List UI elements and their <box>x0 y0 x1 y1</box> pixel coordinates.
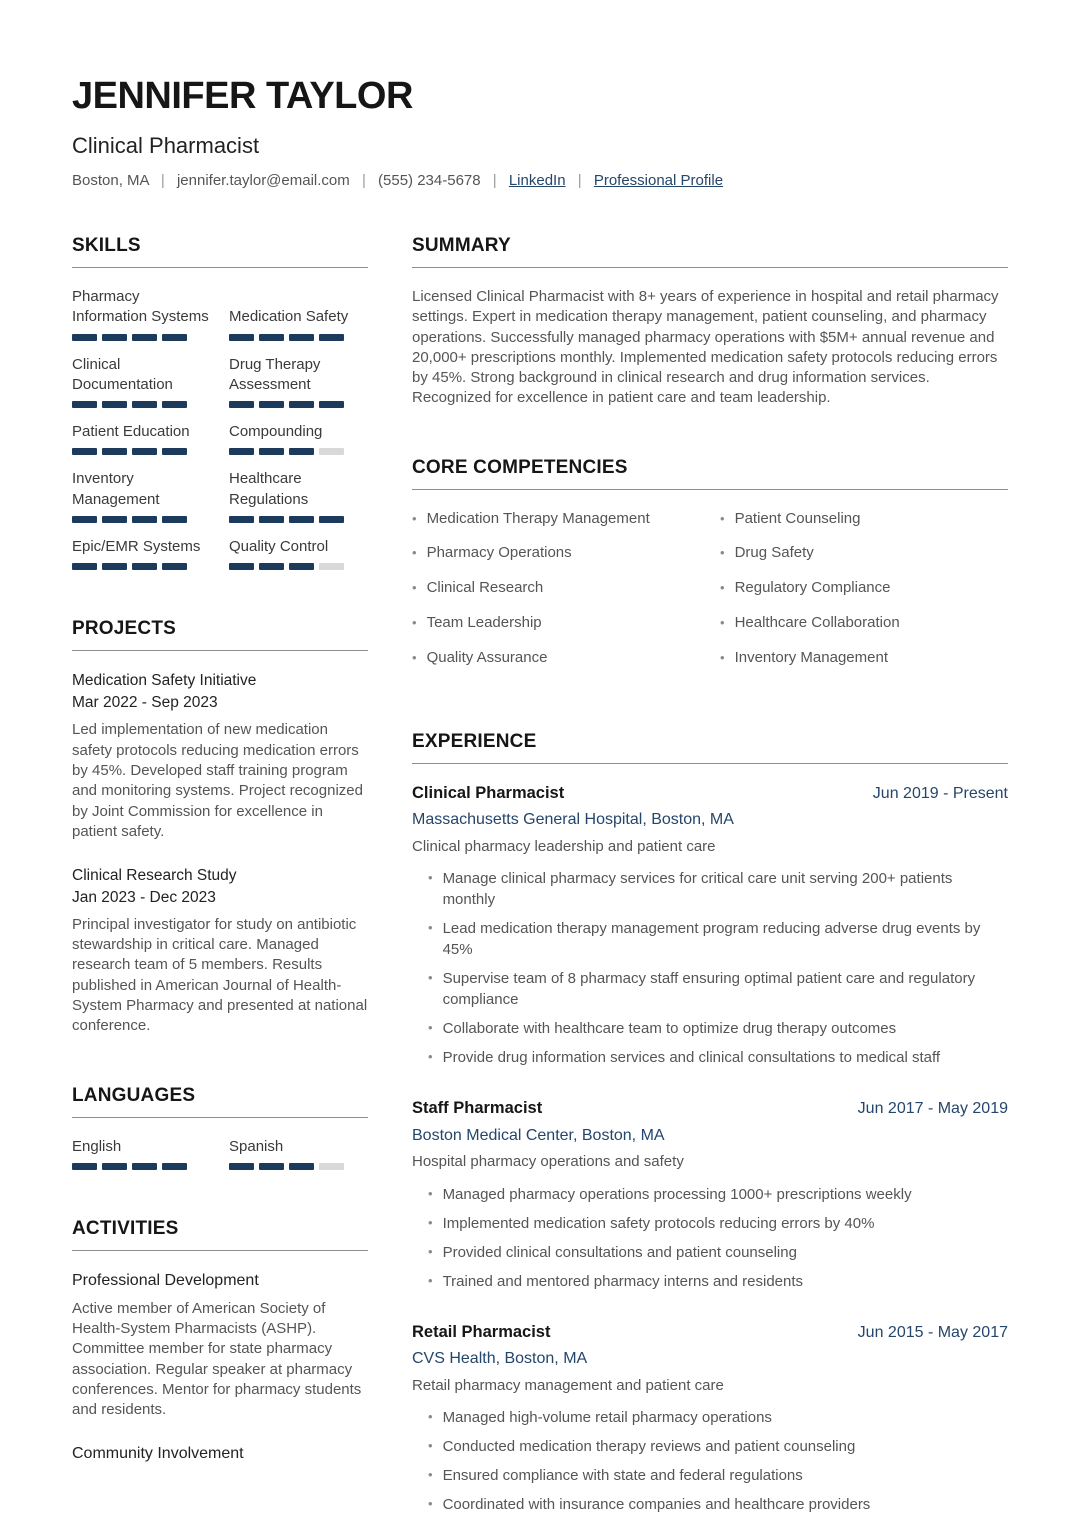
skill-bar-segment <box>289 563 314 570</box>
summary-heading: SUMMARY <box>412 235 1008 268</box>
project-name: Medication Safety Initiative <box>72 672 257 690</box>
competency-item <box>412 509 700 530</box>
skills-grid <box>72 287 368 570</box>
skill-bar-segment <box>72 516 97 523</box>
skill-bar-segment <box>132 334 157 341</box>
skill-item <box>72 537 211 570</box>
project-dates: Mar 2022 - Sep 2023 <box>72 694 218 712</box>
skill-bar-segment <box>132 401 157 408</box>
competencies-column <box>412 509 700 683</box>
activities-section <box>72 1218 368 1465</box>
skill-bar <box>72 334 187 341</box>
core-competencies-section <box>412 457 1008 683</box>
job-company: Boston Medical Center, Boston, MA <box>412 1126 665 1144</box>
skill-bar-segment <box>102 516 127 523</box>
skill-item <box>229 307 368 340</box>
bullet-icon: • <box>428 1049 433 1065</box>
skill-item <box>72 287 211 341</box>
skill-bar-segment <box>132 563 157 570</box>
competency-label: Medication Therapy Management <box>426 509 650 527</box>
bullet-icon: • <box>428 870 433 886</box>
job-bullet-text: Provide drug information services and clinical consultations to medical staff <box>442 1049 941 1067</box>
activity-item <box>72 1270 368 1421</box>
competency-item <box>412 543 700 564</box>
job-bullet-text: Managed pharmacy operations processing 1000+ prescriptions weekly <box>442 1185 912 1203</box>
contact-phone: (555) 234-5678 <box>378 172 481 190</box>
contact-separator: | <box>361 172 366 190</box>
job-dates: Jun 2017 - May 2019 <box>857 1100 1008 1118</box>
activity-item <box>72 1443 368 1465</box>
skill-bar-segment <box>162 563 187 570</box>
skill-bar-segment <box>162 516 187 523</box>
skill-bar-segment <box>162 334 187 341</box>
job-subtitle: Hospital pharmacy operations and safety <box>412 1153 684 1171</box>
bullet-icon: • <box>412 510 417 526</box>
summary-text: Licensed Clinical Pharmacist with 8+ years of experience in hospital and retail pharmacy settings. Expert in medication therapy management, patient counseling, and pharmacy operations. Successfully managed pharmacy operations with $5M+ annual revenue and 20,000+ prescriptions monthly. Implemented medication safety protocols reducing errors by 45%. Strong background in clinical research and drug information services. Recognized for excellence in patient care and team leadership. <box>412 288 999 407</box>
job-entry <box>412 1098 1008 1291</box>
bullet-icon: • <box>428 1272 433 1288</box>
competency-label: Patient Counseling <box>734 509 861 527</box>
job-bullet-item <box>412 1465 1008 1486</box>
person-name: JENNIFER TAYLOR <box>72 75 413 117</box>
job-bullet-item <box>412 1213 1008 1234</box>
skill-name: English <box>72 1137 122 1155</box>
job-title: Staff Pharmacist <box>412 1099 543 1118</box>
skill-bar-segment <box>162 401 187 408</box>
competency-label: Pharmacy Operations <box>426 544 572 562</box>
competency-label: Quality Assurance <box>426 648 548 666</box>
skills-heading: SKILLS <box>72 235 368 268</box>
skill-bar-segment <box>319 448 344 455</box>
competencies-column <box>720 509 1008 683</box>
skill-name: Clinical Documentation <box>72 355 173 393</box>
skill-bar <box>72 401 187 408</box>
skill-bar-segment <box>319 563 344 570</box>
skill-bar <box>72 563 187 570</box>
skill-name: Quality Control <box>229 537 329 555</box>
languages-heading: LANGUAGES <box>72 1085 368 1118</box>
skill-bar-segment <box>259 401 284 408</box>
project-name: Clinical Research Study <box>72 866 237 884</box>
skill-bar <box>229 563 344 570</box>
skill-bar-segment <box>72 563 97 570</box>
bullet-icon: • <box>412 649 417 665</box>
skill-bar-segment <box>229 448 254 455</box>
contact-separator: | <box>160 172 165 190</box>
contact-email: jennifer.taylor@email.com <box>176 172 350 190</box>
job-bullet-text: Managed high-volume retail pharmacy operations <box>442 1409 772 1427</box>
skill-bar <box>72 516 187 523</box>
competency-item <box>412 648 700 669</box>
competency-label: Inventory Management <box>734 648 888 666</box>
skill-bar <box>229 401 344 408</box>
skill-bar-segment <box>229 563 254 570</box>
skill-bar-segment <box>162 1163 187 1170</box>
job-subtitle: Clinical pharmacy leadership and patient care <box>412 837 716 855</box>
skill-bar-segment <box>72 448 97 455</box>
skill-bar-segment <box>132 1163 157 1170</box>
skill-name: Healthcare Regulations <box>229 470 309 508</box>
bullet-icon: • <box>720 649 725 665</box>
professional-profile-link[interactable]: Professional Profile <box>593 172 724 190</box>
skill-name: Inventory Management <box>72 470 160 508</box>
skill-bar-segment <box>289 448 314 455</box>
competency-label: Clinical Research <box>426 579 544 597</box>
bullet-icon: • <box>720 615 725 631</box>
project-description: Principal investigator for study on antibiotic stewardship in critical care. Managed research team of 5 members. Results published in American Journal of Health-System Pharmacy and presented at national conference. <box>72 915 368 1035</box>
skill-item <box>72 422 211 455</box>
bullet-icon: • <box>412 580 417 596</box>
job-header <box>412 783 1008 804</box>
skill-bar-segment <box>162 448 187 455</box>
skill-name: Drug Therapy Assessment <box>229 355 321 393</box>
skill-bar-segment <box>289 1163 314 1170</box>
job-bullet-item <box>412 918 1008 960</box>
skill-bar-segment <box>319 334 344 341</box>
summary-section <box>412 235 1008 409</box>
bullet-icon: • <box>720 580 725 596</box>
competency-item <box>412 578 700 599</box>
competency-item <box>720 509 1008 530</box>
skill-bar-segment <box>229 401 254 408</box>
languages-grid <box>72 1137 368 1170</box>
content-columns <box>72 235 1008 1527</box>
skill-item <box>229 422 368 455</box>
bullet-icon: • <box>428 1185 433 1201</box>
skill-name: Spanish <box>229 1137 284 1155</box>
experience-section <box>412 731 1008 1515</box>
job-header <box>412 1322 1008 1343</box>
skill-item <box>72 355 211 409</box>
job-title: Clinical Pharmacist <box>412 783 565 802</box>
languages-section <box>72 1085 368 1170</box>
projects-heading: PROJECTS <box>72 618 368 651</box>
project-dates: Jan 2023 - Dec 2023 <box>72 888 216 906</box>
experience-list <box>412 783 1008 1515</box>
bullet-icon: • <box>428 1438 433 1454</box>
bullet-icon: • <box>428 970 433 986</box>
competency-item <box>720 543 1008 564</box>
job-bullet-item <box>412 1018 1008 1039</box>
skill-bar-segment <box>319 401 344 408</box>
projects-list <box>72 670 368 1037</box>
bullet-icon: • <box>428 1467 433 1483</box>
job-bullet-text: Collaborate with healthcare team to optimize drug therapy outcomes <box>442 1020 897 1038</box>
activity-title: Community Involvement <box>72 1444 244 1462</box>
skill-bar-segment <box>72 1163 97 1170</box>
skill-bar-segment <box>132 448 157 455</box>
competency-label: Team Leadership <box>426 614 542 632</box>
job-company: CVS Health, Boston, MA <box>412 1350 588 1368</box>
activities-heading: ACTIVITIES <box>72 1218 368 1251</box>
competencies-grid <box>412 509 1008 683</box>
skill-name: Epic/EMR Systems <box>72 537 201 555</box>
job-subtitle: Retail pharmacy management and patient care <box>412 1376 724 1394</box>
left-column <box>72 235 368 1527</box>
skill-bar-segment <box>259 448 284 455</box>
skill-bar <box>229 516 344 523</box>
skill-bar <box>72 448 187 455</box>
skill-name: Pharmacy Information Systems <box>72 288 209 326</box>
bullet-icon: • <box>412 545 417 561</box>
skill-name: Medication Safety <box>229 308 349 326</box>
job-bullet-text: Manage clinical pharmacy services for critical care unit serving 200+ patients monthly <box>442 870 953 909</box>
job-bullet-item <box>412 1494 1008 1515</box>
project-item <box>72 865 368 1037</box>
job-bullet-text: Implemented medication safety protocols reducing errors by 40% <box>442 1214 875 1232</box>
skill-bar-segment <box>259 334 284 341</box>
skill-bar-segment <box>102 448 127 455</box>
job-bullet-item <box>412 1047 1008 1068</box>
job-bullet-item <box>412 1407 1008 1428</box>
skill-bar <box>229 1163 344 1170</box>
job-bullet-text: Ensured compliance with state and federal regulations <box>442 1467 803 1485</box>
job-dates: Jun 2015 - May 2017 <box>857 1323 1008 1341</box>
activity-description: Active member of American Society of Health-System Pharmacists (ASHP). Committee member for state pharmacy association. Regular speaker at pharmacy conferences. Mentor for pharmacy students and residents. <box>72 1299 362 1419</box>
job-bullet-item <box>412 1271 1008 1292</box>
job-bullet-item <box>412 1436 1008 1457</box>
skill-item <box>229 537 368 570</box>
competency-label: Healthcare Collaboration <box>734 614 900 632</box>
project-description: Led implementation of new medication safety protocols reducing medication errors by 45%. Developed staff training program and monitoring systems. Project recognized by Joint Commission for excellence in patient safety. <box>72 721 363 841</box>
skill-bar-segment <box>102 563 127 570</box>
bullet-icon: • <box>428 920 433 936</box>
skill-bar-segment <box>289 334 314 341</box>
job-dates: Jun 2019 - Present <box>872 784 1008 802</box>
competency-label: Drug Safety <box>734 544 814 562</box>
contact-location: Boston, MA <box>72 172 149 190</box>
skill-bar-segment <box>259 563 284 570</box>
skill-bar <box>72 1163 187 1170</box>
skill-bar-segment <box>102 334 127 341</box>
job-bullet-item <box>412 1242 1008 1263</box>
skill-bar-segment <box>259 1163 284 1170</box>
person-job-title: Clinical Pharmacist <box>72 132 260 158</box>
skill-name: Compounding <box>229 423 323 441</box>
projects-section <box>72 618 368 1037</box>
skill-item <box>229 1137 368 1170</box>
skill-item <box>72 1137 211 1170</box>
job-bullet-text: Coordinated with insurance companies and healthcare providers <box>442 1496 871 1514</box>
bullet-icon: • <box>720 545 725 561</box>
skill-bar-segment <box>289 401 314 408</box>
skill-item <box>229 469 368 523</box>
job-header <box>412 1098 1008 1119</box>
job-bullet-item <box>412 968 1008 1010</box>
contact-separator: | <box>492 172 497 190</box>
contact-line <box>72 172 1008 189</box>
bullet-icon: • <box>412 615 417 631</box>
linkedin-link[interactable]: LinkedIn <box>508 172 566 190</box>
job-bullet-item <box>412 868 1008 910</box>
job-bullets <box>412 1407 1008 1515</box>
activities-list <box>72 1270 368 1465</box>
skill-name: Patient Education <box>72 423 190 441</box>
experience-heading: EXPERIENCE <box>412 731 1008 764</box>
skills-section <box>72 235 368 570</box>
skill-bar-segment <box>229 334 254 341</box>
job-bullets <box>412 868 1008 1068</box>
skill-item <box>229 355 368 409</box>
skill-bar <box>229 334 344 341</box>
skill-bar-segment <box>132 516 157 523</box>
bullet-icon: • <box>428 1214 433 1230</box>
competency-item <box>412 613 700 634</box>
skill-bar-segment <box>72 401 97 408</box>
job-entry <box>412 1322 1008 1515</box>
competency-label: Regulatory Compliance <box>734 579 891 597</box>
job-bullet-text: Lead medication therapy management program reducing adverse drug events by 45% <box>442 920 981 959</box>
skill-bar-segment <box>289 516 314 523</box>
bullet-icon: • <box>428 1243 433 1259</box>
job-bullet-text: Conducted medication therapy reviews and patient counseling <box>442 1438 856 1456</box>
contact-separator: | <box>577 172 582 190</box>
job-bullet-text: Provided clinical consultations and patient counseling <box>442 1243 797 1261</box>
bullet-icon: • <box>428 1496 433 1512</box>
skill-item <box>72 469 211 523</box>
job-bullet-text: Trained and mentored pharmacy interns and residents <box>442 1272 804 1290</box>
job-entry <box>412 783 1008 1068</box>
job-bullet-text: Supervise team of 8 pharmacy staff ensuring optimal patient care and regulatory compliance <box>442 970 976 1009</box>
job-title: Retail Pharmacist <box>412 1322 551 1341</box>
right-column <box>412 235 1008 1527</box>
skill-bar-segment <box>102 401 127 408</box>
skill-bar-segment <box>319 1163 344 1170</box>
skill-bar <box>229 448 344 455</box>
competency-item <box>720 613 1008 634</box>
bullet-icon: • <box>720 510 725 526</box>
header <box>72 76 1008 189</box>
skill-bar-segment <box>319 516 344 523</box>
project-item <box>72 670 368 842</box>
skill-bar-segment <box>72 334 97 341</box>
bullet-icon: • <box>428 1020 433 1036</box>
skill-bar-segment <box>229 1163 254 1170</box>
job-bullet-item <box>412 1184 1008 1205</box>
bullet-icon: • <box>428 1409 433 1425</box>
job-bullets <box>412 1184 1008 1292</box>
competency-item <box>720 648 1008 669</box>
skill-bar-segment <box>229 516 254 523</box>
job-company: Massachusetts General Hospital, Boston, MA <box>412 811 734 829</box>
competency-item <box>720 578 1008 599</box>
core-competencies-heading: CORE COMPETENCIES <box>412 457 1008 490</box>
skill-bar-segment <box>102 1163 127 1170</box>
activity-title: Professional Development <box>72 1272 259 1290</box>
skill-bar-segment <box>259 516 284 523</box>
